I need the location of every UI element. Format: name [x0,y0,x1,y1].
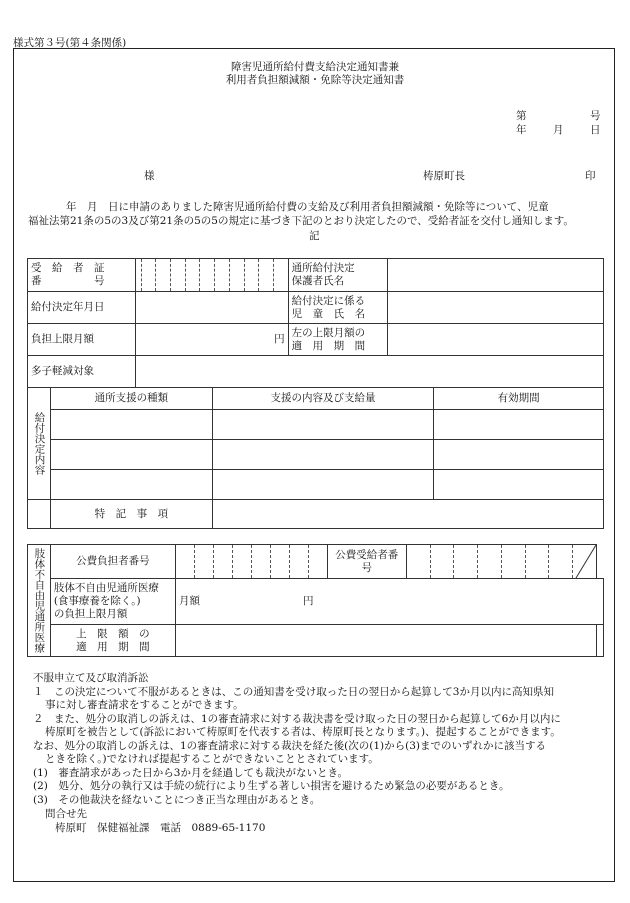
note-line: 事に対し審査請求をすることができます。 [45,699,244,711]
contact-info: 梼原町 保健福祉課 電話 0889-65-1170 [55,822,266,834]
col-service-content: 支援の内容及び支給量 [212,388,434,410]
guardian-name-value [388,259,604,292]
remarks-value [212,500,603,529]
medical-period-value [175,625,596,657]
limit-label: 負担上限月額 [28,324,136,356]
note-line: (2) 処分、処分の執行又は手続の続行により生ずる著しい損害を避けるため緊急の必要があるとき。 [33,780,510,792]
guardian-name-label: 通所給付決定 保護者氏名 [288,259,388,292]
medical-limit-value: 月額 円 [175,579,596,625]
note-line: なお、処分の取消しの訴えは、1の審査請求に対する裁決を経た後(次の(1)から(3)までのいずれかに該当する [33,740,547,752]
child-name-label: 給付決定に係る 児 童 氏 名 [288,292,388,324]
issuer-name: 梼原町長 [423,170,465,182]
addressee-sama: 様 [144,170,155,182]
recipient-no-boxes [135,259,288,292]
date-nen: 年 [516,124,527,136]
recipient-no-label-medical: 公費受給者番号 [327,545,406,579]
service-row-content [212,470,434,500]
date-hi: 日 [590,124,601,136]
medical-period-blank [597,625,604,657]
col-valid-period: 有効期間 [434,388,604,410]
medical-limit-label: 肢体不自由児通所医療 (食事療養を除く。) の負担上限月額 [50,579,175,625]
multichild-value [135,356,603,388]
child-name-value [388,292,604,324]
limit-value: 円 [135,324,288,356]
medical-period-label: 上 限 額 の 適 用 期 間 [50,625,175,657]
body-text-line-2: 福祉法第21条の5の3及び第21条の5の5の規定に基づき下記のとおり決定したので、受給者証を交付し通知します。 [28,215,574,227]
contact-heading: 問合せ先 [45,808,87,820]
note-line: １ この決定について不服があるときは、この通知書を受け取った日の翌日から起算して3か月以内に高知県知 [33,686,554,698]
date-tsuki: 月 [553,124,564,136]
note-line: (3) その他裁決を経ないことにつき正当な理由があるとき。 [33,794,321,806]
remarks-label: 特 記 事 項 [50,500,212,529]
limit-period-value [388,324,604,356]
form-number: 様式第３号(第４条関係) [13,37,127,49]
decision-date-label: 給付決定年月日 [28,292,136,324]
payer-no-boxes [175,545,327,579]
title-line-2: 利用者負担額減額・免除等決定通知書 [225,74,405,86]
service-row-period [434,440,604,470]
notes-heading: 不服申立て及び取消訴訟 [33,672,149,684]
medical-table [27,544,604,657]
col-service-type: 通所支援の種類 [50,388,212,410]
ki-heading: 記 [309,230,320,242]
body-text-line-1: 年 月 日に申請のありました障害児通所給付費の支給及び利用者負担額減額・免除等について、児童 [66,201,549,213]
note-line: ２ また、処分の取消しの訴えは、1の審査請求に対する裁決書を受け取った日の翌日から起算して6か月以内に [33,713,561,725]
recipient-no-label: 受 給 者 証 番 号 [28,259,136,292]
note-line: (1) 審査請求があった日から3か月を経過しても裁決がないとき。 [33,767,349,779]
slash-mark [572,545,596,578]
note-line: ときを除く。)でなければ提起することができないこととされています。 [45,753,379,765]
medical-side-label: 肢体不自由児通所医療 [28,545,51,657]
service-row-period [434,410,604,440]
service-row-content [212,440,434,470]
multichild-label: 多子軽減対象 [28,356,136,388]
title-line-1: 障害児通所給付費支給決定通知書兼 [231,61,399,73]
decision-content-table [27,387,604,529]
service-row-period [434,470,604,500]
service-row-content [212,410,434,440]
side-label-tail [28,500,51,529]
payer-no-label: 公費負担者番号 [50,545,175,579]
note-line: 梼原町を被告として(訴訟において梼原町を代表する者は、梼原町長となります。)、提起することができます。 [45,726,561,738]
decision-date-value [135,292,288,324]
decision-info-table [27,258,604,388]
doc-no-dai: 第 [516,110,527,122]
service-row [50,440,212,470]
doc-no-go: 号 [590,110,601,122]
medical-limit-blank [597,579,604,625]
recipient-no-boxes-medical [406,545,596,579]
service-row [50,410,212,440]
service-row [50,470,212,500]
seal-mark: 印 [585,170,596,182]
decision-content-side-label: 給付決定内容 [28,388,51,500]
limit-period-label: 左の上限月額の 適 用 期 間 [288,324,388,356]
